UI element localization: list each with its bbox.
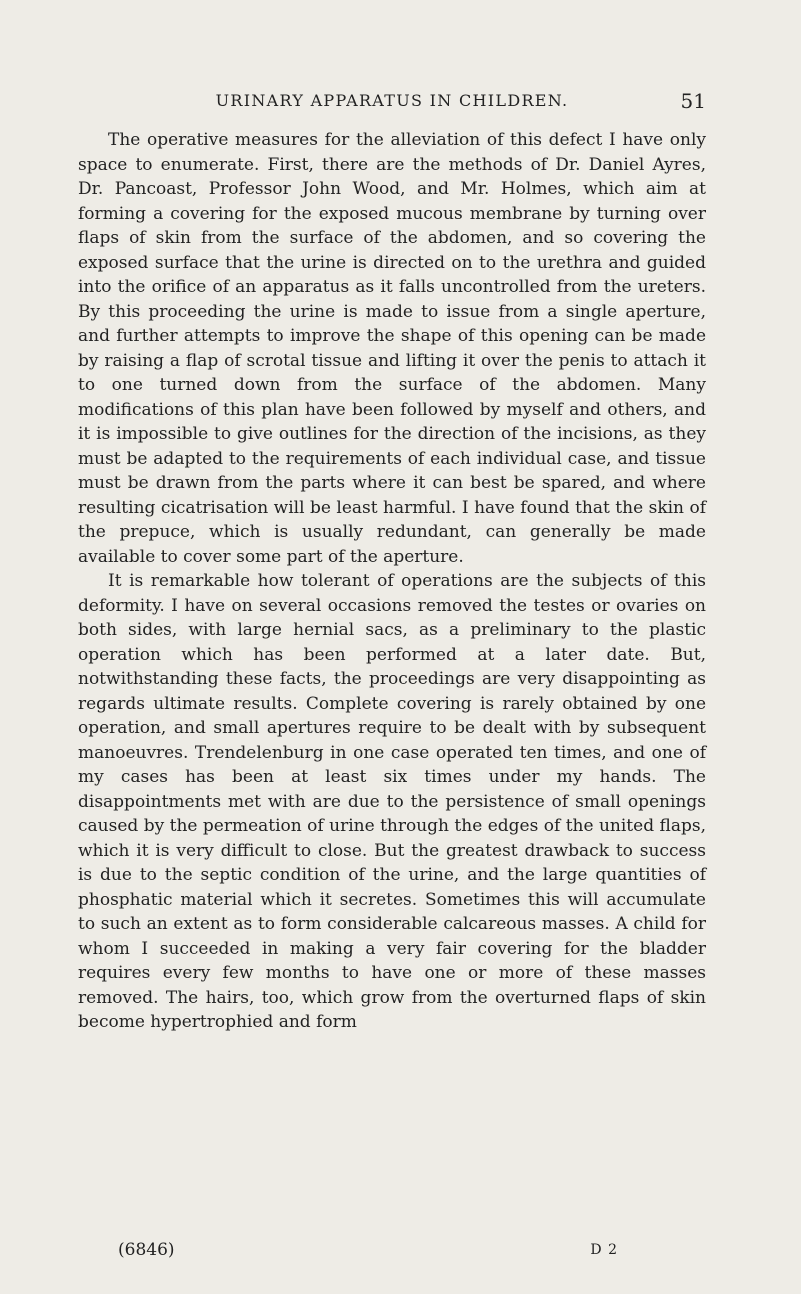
signature-mark: D 2 [590, 1242, 618, 1258]
page-number: 51 [680, 89, 706, 113]
paragraph-operative-measures: The operative measures for the alleviation of this defect I have only space to enumerate. First, there are the methods of Dr. Daniel Ayres, Dr. Pancoast, Professor John Wood, and Mr. Holmes, which aim at forming a covering for the exposed mucous membrane by turning over flaps of skin from the surface of the abdomen, and so covering the exposed surface that the urine is directed on to the urethra and guided into the orifice of an apparatus as it falls uncontrolled from the ureters. By this proceeding the urine is made to issue from a single aperture, and further attempts to improve the shape of this opening can be made by raising a flap of scrotal tissue and lifting it over the penis to attach it to one turned down from the surface of the abdomen. Many modifications of this plan have been followed by myself and others, and it is impossible to give outlines for the direction of the incisions, as they must be adapted to the requirements of each individual case, and tissue must be drawn from the parts where it can best be spared, and where resulting cicatrisation will be least harmful. I have found that the skin of the prepuce, which is usually redundant, can generally be made available to cover some part of the aperture. [78, 130, 706, 567]
running-head [78, 88, 706, 114]
body-text [78, 128, 706, 1035]
page-footer [78, 1237, 706, 1263]
running-title: URINARY APPARATUS IN CHILDREN. [215, 91, 569, 110]
paragraph-tolerance-of-operations: It is remarkable how tolerant of operations are the subjects of this deformity. I have on several occasions removed the testes or ovaries on both sides, with large hernial sacs, as a preliminary to the plastic operation which has been performed at a later date. But, notwithstanding these facts, the proceedings are very disappointing as regards ultimate results. Complete covering is rarely obtained by one operation, and small apertures require to be dealt with by subsequent manoeuvres. Trendelenburg in one case operated ten times, and one of my cases has been at least six times under my hands. The disappointments met with are due to the persistence of small openings caused by the permeation of urine through the edges of the united flaps, which it is very difficult to close. But the greatest drawback to success is due to the septic condition of the urine, and the large quantities of phosphatic material which it secretes. Sometimes this will accumulate to such an extent as to form considerable calcareous masses. A child for whom I succeeded in making a very fair covering for the bladder requires every few months to have one or more of these masses removed. The hairs, too, which grow from the overturned flaps of skin become hypertrophied and form [78, 571, 706, 1032]
signature-code: (6846) [118, 1240, 175, 1260]
